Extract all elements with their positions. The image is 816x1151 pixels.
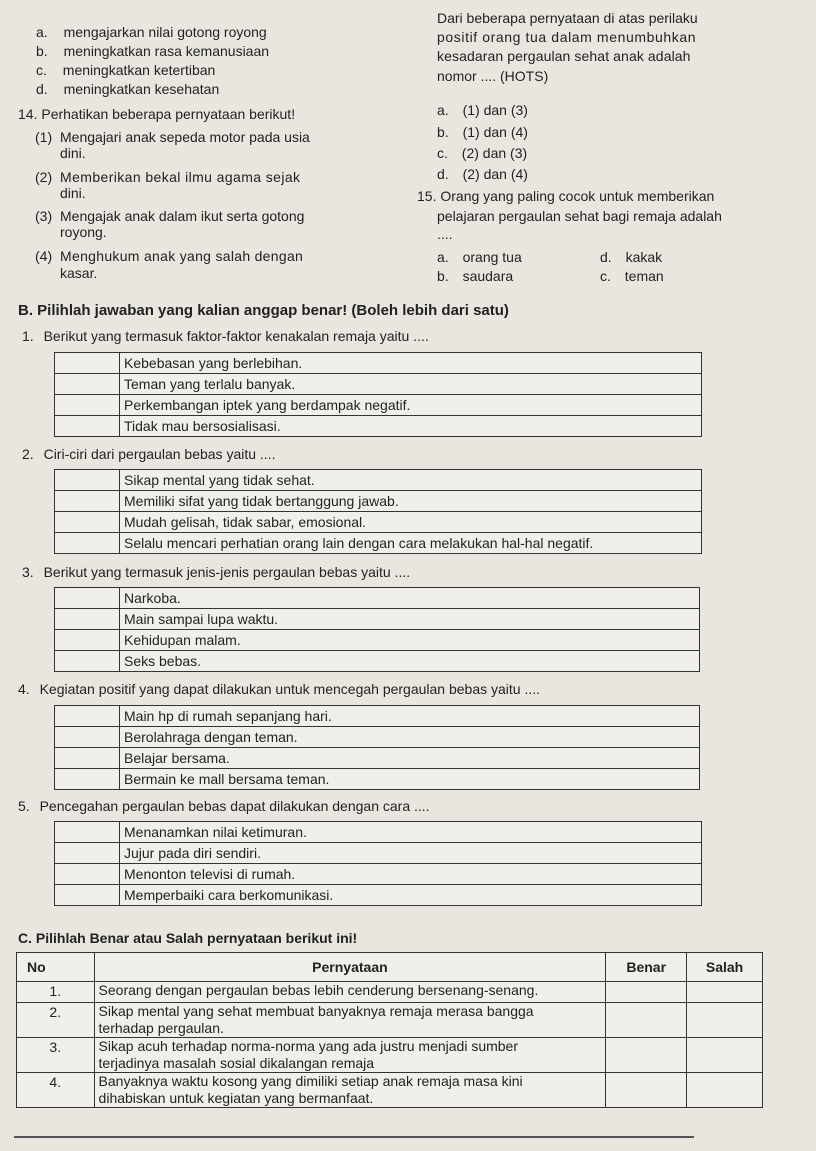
table-row — [55, 822, 702, 843]
row-number: 1. — [17, 982, 95, 1003]
option-text: Bermain ke mall bersama teman. — [120, 769, 700, 790]
option-text: Tidak mau bersosialisasi. — [120, 416, 702, 437]
q15-option-b[interactable]: b. saudara — [437, 268, 514, 284]
statement-text: Seorang dengan pergaulan bebas lebih cenderung bersenang-senang. — [94, 982, 606, 1003]
q14-prompt: 14. Perhatikan beberapa pernyataan berikut! — [18, 106, 296, 122]
q14-question-line: positif orang tua dalam menumbuhkan — [437, 29, 697, 45]
q14-statement-3-cont: royong. — [60, 224, 107, 240]
q15-option-a[interactable]: a. orang tua — [437, 249, 522, 265]
option-text: Perkembangan iptek yang berdampak negatif. — [120, 395, 702, 416]
table-row — [55, 533, 702, 554]
answer-checkbox[interactable] — [55, 416, 120, 437]
table-row — [17, 1003, 763, 1038]
q14-option-a[interactable]: a. (1) dan (3) — [437, 102, 528, 118]
q15-text-cont: .... — [437, 226, 453, 242]
option-text: Teman yang terlalu banyak. — [120, 374, 702, 395]
q14-statement-4: (4) Menghukum anak yang salah dengan — [35, 248, 304, 264]
false-answer-cell[interactable] — [687, 1073, 763, 1108]
true-answer-cell[interactable] — [606, 1038, 687, 1073]
statement-text: Sikap acuh terhadap norma-norma yang ada justru menjadi sumber terjadinya masalah sosial dikalangan remaja — [94, 1038, 606, 1073]
table-row — [55, 416, 702, 437]
section-b-question-5: 5. Pencegahan pergaulan bebas dapat dilakukan dengan cara .... — [18, 798, 430, 814]
table-row — [55, 748, 700, 769]
answer-checkbox[interactable] — [55, 533, 120, 554]
row-number: 2. — [17, 1003, 95, 1038]
answer-checkbox[interactable] — [55, 470, 120, 491]
section-c-heading: C. Pilihlah Benar atau Salah pernyataan berikut ini! — [18, 930, 358, 946]
table-row — [55, 706, 700, 727]
option-text: Memperbaiki cara berkomunikasi. — [120, 885, 702, 906]
option-text: Kebebasan yang berlebihan. — [120, 353, 702, 374]
option-text: Belajar bersama. — [120, 748, 700, 769]
answer-checkbox[interactable] — [55, 651, 120, 672]
table-row — [55, 769, 700, 790]
answer-checkbox[interactable] — [55, 706, 120, 727]
true-answer-cell[interactable] — [606, 1073, 687, 1108]
option-d[interactable]: d. meningkatkan kesehatan — [36, 81, 220, 97]
answer-checkbox[interactable] — [55, 491, 120, 512]
options-table-2 — [54, 469, 702, 554]
table-row — [17, 1073, 763, 1108]
false-answer-cell[interactable] — [687, 982, 763, 1003]
option-a[interactable]: a. mengajarkan nilai gotong royong — [36, 24, 267, 40]
q14-option-c[interactable]: c. (2) dan (3) — [437, 145, 528, 161]
table-row — [55, 885, 702, 906]
q14-question-line: Dari beberapa pernyataan di atas perilaku — [437, 10, 698, 26]
option-text: Berolahraga dengan teman. — [120, 727, 700, 748]
answer-checkbox[interactable] — [55, 512, 120, 533]
q14-option-d[interactable]: d. (2) dan (4) — [437, 166, 528, 182]
row-number: 3. — [17, 1038, 95, 1073]
q14-statement-4-cont: kasar. — [60, 265, 98, 281]
table-row — [55, 374, 702, 395]
section-b-question-1: 1. Berikut yang termasuk faktor-faktor kenakalan remaja yaitu .... — [22, 328, 429, 344]
bottom-divider — [14, 1136, 694, 1138]
option-text: Mudah gelisah, tidak sabar, emosional. — [120, 512, 702, 533]
table-row — [55, 353, 702, 374]
q15-option-d[interactable]: d. kakak — [600, 249, 663, 265]
table-row — [17, 1038, 763, 1073]
option-text: Sikap mental yang tidak sehat. — [120, 470, 702, 491]
table-row — [55, 491, 702, 512]
table-row — [55, 395, 702, 416]
table-row — [17, 982, 763, 1003]
table-row — [55, 843, 702, 864]
q14-statement-3: (3) Mengajak anak dalam ikut serta gotong — [35, 208, 305, 224]
col-false: Salah — [687, 953, 763, 982]
section-b-question-2: 2. Ciri-ciri dari pergaulan bebas yaitu .... — [22, 446, 276, 462]
answer-checkbox[interactable] — [55, 769, 120, 790]
option-text: Seks bebas. — [120, 651, 700, 672]
answer-checkbox[interactable] — [55, 885, 120, 906]
options-table-1 — [54, 352, 702, 437]
col-no: No — [17, 953, 95, 982]
statement-text: Banyaknya waktu kosong yang dimiliki setiap anak remaja masa kini dihabiskan untuk kegiatan yang bermanfaat. — [94, 1073, 606, 1108]
option-b[interactable]: b. meningkatkan rasa kemanusiaan — [36, 43, 270, 59]
true-answer-cell[interactable] — [606, 982, 687, 1003]
true-false-table — [16, 952, 763, 1108]
answer-checkbox[interactable] — [55, 395, 120, 416]
option-text: Selalu mencari perhatian orang lain dengan cara melakukan hal-hal negatif. — [120, 533, 702, 554]
table-header-row — [17, 953, 763, 982]
q14-statement-2: (2) Memberikan bekal ilmu agama sejak — [35, 169, 301, 185]
option-text: Main sampai lupa waktu. — [120, 609, 700, 630]
q15-text: 15. Orang yang paling cocok untuk memberikan — [417, 188, 715, 204]
answer-checkbox[interactable] — [55, 588, 120, 609]
row-number: 4. — [17, 1073, 95, 1108]
option-text: Menanamkan nilai ketimuran. — [120, 822, 702, 843]
table-row — [55, 651, 700, 672]
q15-text-cont: pelajaran pergaulan sehat bagi remaja adalah — [437, 208, 722, 224]
q14-option-b[interactable]: b. (1) dan (4) — [437, 124, 528, 140]
options-table-4 — [54, 705, 700, 790]
answer-checkbox[interactable] — [55, 630, 120, 651]
option-text: Main hp di rumah sepanjang hari. — [120, 706, 700, 727]
false-answer-cell[interactable] — [687, 1038, 763, 1073]
section-b-heading: B. Pilihlah jawaban yang kalian anggap benar! (Boleh lebih dari satu) — [18, 302, 509, 319]
option-text: Narkoba. — [120, 588, 700, 609]
table-row — [55, 727, 700, 748]
option-text: Jujur pada diri sendiri. — [120, 843, 702, 864]
table-row — [55, 470, 702, 491]
options-table-5 — [54, 821, 702, 906]
table-row — [55, 609, 700, 630]
q14-question-line: kesadaran pergaulan sehat anak adalah — [437, 48, 691, 64]
q14-statement-2-cont: dini. — [60, 185, 86, 201]
answer-checkbox[interactable] — [55, 843, 120, 864]
answer-checkbox[interactable] — [55, 609, 120, 630]
answer-checkbox[interactable] — [55, 727, 120, 748]
col-true: Benar — [606, 953, 687, 982]
option-c[interactable]: c. meningkatkan ketertiban — [36, 62, 216, 78]
answer-checkbox[interactable] — [55, 748, 120, 769]
q15-option-c[interactable]: c. teman — [600, 268, 664, 284]
answer-checkbox[interactable] — [55, 374, 120, 395]
table-row — [55, 630, 700, 651]
answer-checkbox[interactable] — [55, 353, 120, 374]
statement-text: Sikap mental yang sehat membuat banyaknya remaja merasa bangga terhadap pergaulan. — [94, 1003, 606, 1038]
q14-question-line: nomor .... (HOTS) — [437, 68, 549, 84]
option-text: Menonton televisi di rumah. — [120, 864, 702, 885]
table-row — [55, 588, 700, 609]
false-answer-cell[interactable] — [687, 1003, 763, 1038]
section-b-question-4: 4. Kegiatan positif yang dapat dilakukan untuk mencegah pergaulan bebas yaitu .... — [18, 681, 541, 697]
option-text: Memiliki sifat yang tidak bertanggung jawab. — [120, 491, 702, 512]
col-statement: Pernyataan — [94, 953, 606, 982]
option-text: Kehidupan malam. — [120, 630, 700, 651]
options-table-3 — [54, 587, 700, 672]
table-row — [55, 512, 702, 533]
true-answer-cell[interactable] — [606, 1003, 687, 1038]
section-b-question-3: 3. Berikut yang termasuk jenis-jenis pergaulan bebas yaitu .... — [22, 564, 411, 580]
q14-statement-1-cont: dini. — [60, 145, 86, 161]
answer-checkbox[interactable] — [55, 864, 120, 885]
answer-checkbox[interactable] — [55, 822, 120, 843]
q14-statement-1: (1) Mengajari anak sepeda motor pada usia — [35, 129, 310, 145]
table-row — [55, 864, 702, 885]
